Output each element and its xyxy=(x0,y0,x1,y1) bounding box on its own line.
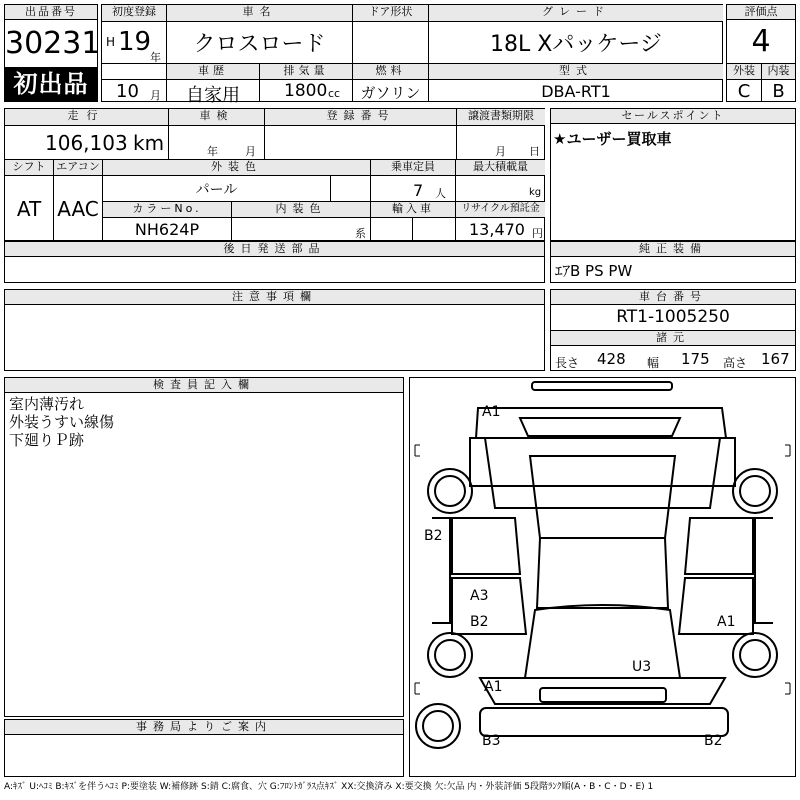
ac-label: エアコン xyxy=(54,160,102,175)
length-label: 長さ xyxy=(555,356,580,370)
inspector-box xyxy=(4,377,404,717)
legend: A:ｷｽﾞ U:ﾍｺﾐ B:ｷｽﾞを伴うﾍｺﾐ P:要塗装 W:補修跡 S:錆 C:腐食、穴 G:ﾌﾛﾝﾄｶﾞﾗｽ点ｷｽﾞ XX:交換済み X:要交換 欠:欠品 内・外装評価 5段階ﾗﾝｸ順(A・B・C・D・E) 1 xyxy=(4,782,654,792)
lot-number: 30231 xyxy=(5,26,101,61)
later-parts-box xyxy=(4,241,545,283)
car-name: クロスロード xyxy=(193,32,326,57)
damage-mark: B2 xyxy=(470,614,489,630)
transfer-month-unit: 月 xyxy=(495,145,506,158)
first-listing-badge: 初出品 xyxy=(5,67,97,101)
width: 175 xyxy=(681,350,710,368)
mileage: 106,103 xyxy=(45,131,128,155)
inspector-label: 検査員記入欄 xyxy=(5,378,403,393)
later-parts xyxy=(5,257,544,261)
load-label: 最大積載量 xyxy=(456,160,545,175)
chassis-number: RT1-1005250 xyxy=(616,307,730,327)
seats: 7 xyxy=(413,181,424,200)
mileage-label: 走行 xyxy=(5,109,168,125)
year-unit: 年 xyxy=(150,51,161,64)
km-unit: km xyxy=(133,131,165,155)
damage-mark: B3 xyxy=(482,733,501,749)
header-table xyxy=(101,4,723,106)
load-unit: kg xyxy=(529,187,542,198)
first-reg-label: 初度登録 xyxy=(102,5,166,21)
damage-mark: U3 xyxy=(632,659,652,675)
history: 自家用 xyxy=(186,85,240,106)
insp-year-unit: 年 xyxy=(207,145,218,158)
dims-label: 諸元 xyxy=(551,331,795,345)
grade: 18L Xパッケージ xyxy=(490,32,662,57)
lot-label: 出品番号 xyxy=(5,5,97,20)
colorno-label: カラーNo. xyxy=(103,202,231,217)
notes xyxy=(5,305,544,309)
transfer-day-unit: 日 xyxy=(529,145,540,158)
seats-unit: 人 xyxy=(435,187,446,200)
fuel: ガソリン xyxy=(360,84,421,102)
model-label: 型式 xyxy=(429,64,723,79)
ext-grade-label: 外装 xyxy=(727,64,761,79)
score-label: 評価点 xyxy=(727,5,795,20)
intcolor-unit: 系 xyxy=(355,227,366,240)
year: 19 xyxy=(118,27,152,57)
height-label: 高さ xyxy=(723,356,748,370)
sales-point-label: セールスポイント xyxy=(551,109,795,124)
equipment: ｴｱB PS PW xyxy=(555,262,633,280)
model: DBA-RT1 xyxy=(541,82,611,101)
equipment-label: 純正装備 xyxy=(551,242,795,257)
seats-label: 乗車定員 xyxy=(371,160,455,175)
inspector-line: 外装うすい線傷 xyxy=(9,413,115,431)
car-name-label: 車名 xyxy=(167,5,352,21)
ext-grade: C xyxy=(737,81,751,102)
notes-label: 注意事項欄 xyxy=(5,290,544,305)
inspection-label: 車検 xyxy=(169,109,264,125)
recycle: 13,470 xyxy=(469,220,525,239)
inspector-line: 室内薄汚れ xyxy=(9,395,85,413)
damage-mark: A1 xyxy=(484,679,503,695)
width-label: 幅 xyxy=(647,356,660,370)
insp-month-unit: 月 xyxy=(245,145,256,158)
chassis-box xyxy=(550,289,796,371)
office-label: 事務局よりご案内 xyxy=(5,720,403,735)
ac: AAC xyxy=(57,197,99,221)
later-parts-label: 後日発送部品 xyxy=(5,242,544,257)
lot-block xyxy=(4,4,101,102)
office-box xyxy=(4,719,404,777)
damage-mark: A1 xyxy=(717,614,736,630)
grade-label: グレード xyxy=(429,5,723,21)
displacement-label: 排気量 xyxy=(260,64,352,79)
import-label: 輸入車 xyxy=(371,202,455,217)
history-label: 車歴 xyxy=(167,64,259,79)
notes-box xyxy=(4,289,545,371)
color-label: 外装色 xyxy=(103,160,370,175)
car-diagram xyxy=(409,377,796,777)
shift-label: シフト xyxy=(5,160,53,175)
intcolor-label: 内装色 xyxy=(232,202,370,217)
color: パール xyxy=(195,182,238,198)
displacement: 1800 xyxy=(284,81,328,101)
colorno: NH624P xyxy=(134,220,200,239)
month-unit: 月 xyxy=(150,89,161,102)
equipment-box xyxy=(550,241,796,283)
length: 428 xyxy=(597,350,626,368)
damage-mark: B2 xyxy=(424,528,443,544)
chassis-label: 車台番号 xyxy=(551,290,795,305)
regno-label: 登録番号 xyxy=(265,109,456,125)
sales-point-box xyxy=(550,108,796,241)
height: 167 xyxy=(761,350,790,368)
inspector-line: 下廻りＰ跡 xyxy=(9,431,85,449)
month: 10 xyxy=(116,81,139,102)
score: 4 xyxy=(751,24,771,59)
recycle-unit: 円 xyxy=(532,227,543,240)
score-block xyxy=(726,4,796,102)
shift: AT xyxy=(16,197,42,221)
office-notice xyxy=(5,735,403,739)
damage-mark: B2 xyxy=(704,733,723,749)
car-outline-svg xyxy=(410,378,795,776)
transfer-label: 譲渡書類期限 xyxy=(457,109,545,125)
recycle-label: リサイクル預託金 xyxy=(456,202,545,217)
cc-unit: cc xyxy=(328,87,341,100)
vehicle-detail-table xyxy=(4,108,545,241)
damage-mark: A3 xyxy=(470,588,489,604)
fuel-label: 燃料 xyxy=(353,64,428,79)
era: H xyxy=(106,35,116,49)
door-label: ドア形状 xyxy=(353,5,428,21)
int-grade: B xyxy=(772,81,785,102)
sales-point: ★ユーザー買取車 xyxy=(553,130,672,148)
damage-mark: A1 xyxy=(482,404,501,420)
int-grade-label: 内装 xyxy=(762,64,795,79)
